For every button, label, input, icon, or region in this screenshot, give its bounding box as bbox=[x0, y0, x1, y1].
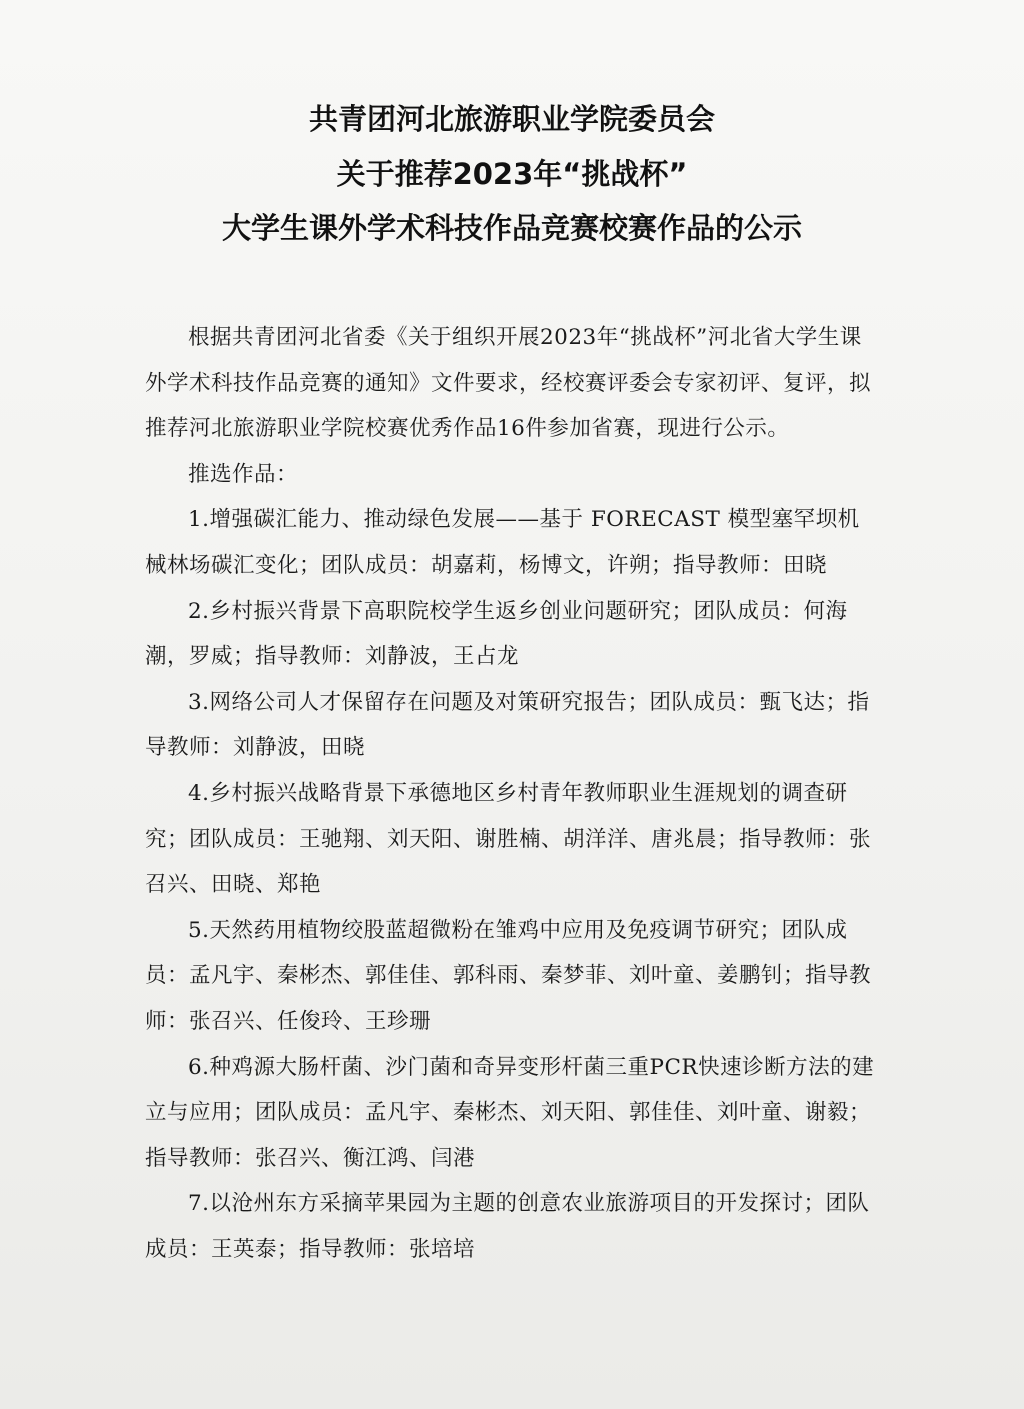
document-title-line-1: 共青团河北旅游职业学院委员会 bbox=[308, 102, 715, 136]
list-item-3: 3.网络公司人才保留存在问题及对策研究报告；团队成员：甄飞达；指导教师：刘静波，田晓 bbox=[145, 689, 870, 761]
list-item-7: 7.以沧州东方采摘苹果园为主题的创意农业旅游项目的开发探讨；团队成员：王英泰；指导教师：张培培 bbox=[145, 1191, 870, 1262]
list-item-5: 5.天然药用植物绞股蓝超微粉在雏鸡中应用及免疫调节研究；团队成员：孟凡宇、秦彬杰、郭佳佳、郭科雨、秦梦菲、刘叶童、姜鹏钊；指导教师：张召兴、任俊玲、王珍珊 bbox=[145, 917, 872, 1034]
list-item-6: 6.种鸡源大肠杆菌、沙门菌和奇异变形杆菌三重PCR快速诊断方法的建立与应用；团队成员：孟凡宇、秦彬杰、刘天阳、郭佳佳、刘叶童、谢毅；指导教师：张召兴、衡江鸿、闫港 bbox=[145, 1054, 875, 1171]
document-title-line-3: 大学生课外学术科技作品竞赛校赛作品的公示 bbox=[221, 211, 802, 245]
section-label: 推选作品： bbox=[188, 461, 299, 487]
list-item-4: 4.乡村振兴战略背景下承德地区乡村青年教师职业生涯规划的调查研究；团队成员：王驰翔、刘天阳、谢胜楠、胡洋洋、唐兆晨；指导教师：张召兴、田晓、郑艳 bbox=[145, 780, 872, 898]
document-title-line-2: 关于推荐2023年“挑战杯” bbox=[336, 157, 688, 191]
intro-paragraph: 根据共青团河北省委《关于组织开展2023年“挑战杯”河北省大学生课外学术科技作品竞赛的通知》文件要求，经校赛评委会专家初评、复评，拟推荐河北旅游职业学院校赛优秀作品16件参加省赛，现进行公示。 bbox=[145, 325, 872, 442]
list-item-1: 1.增强碳汇能力、推动绿色发展——基于 FORECAST 模型塞罕坝机械林场碳汇变化；团队成员：胡嘉莉，杨博文，许朔；指导教师：田晓 bbox=[145, 507, 860, 578]
list-item-2: 2.乡村振兴背景下高职院校学生返乡创业问题研究；团队成员：何海潮，罗威；指导教师：刘静波，王占龙 bbox=[145, 598, 848, 670]
intro-block bbox=[145, 315, 877, 1272]
